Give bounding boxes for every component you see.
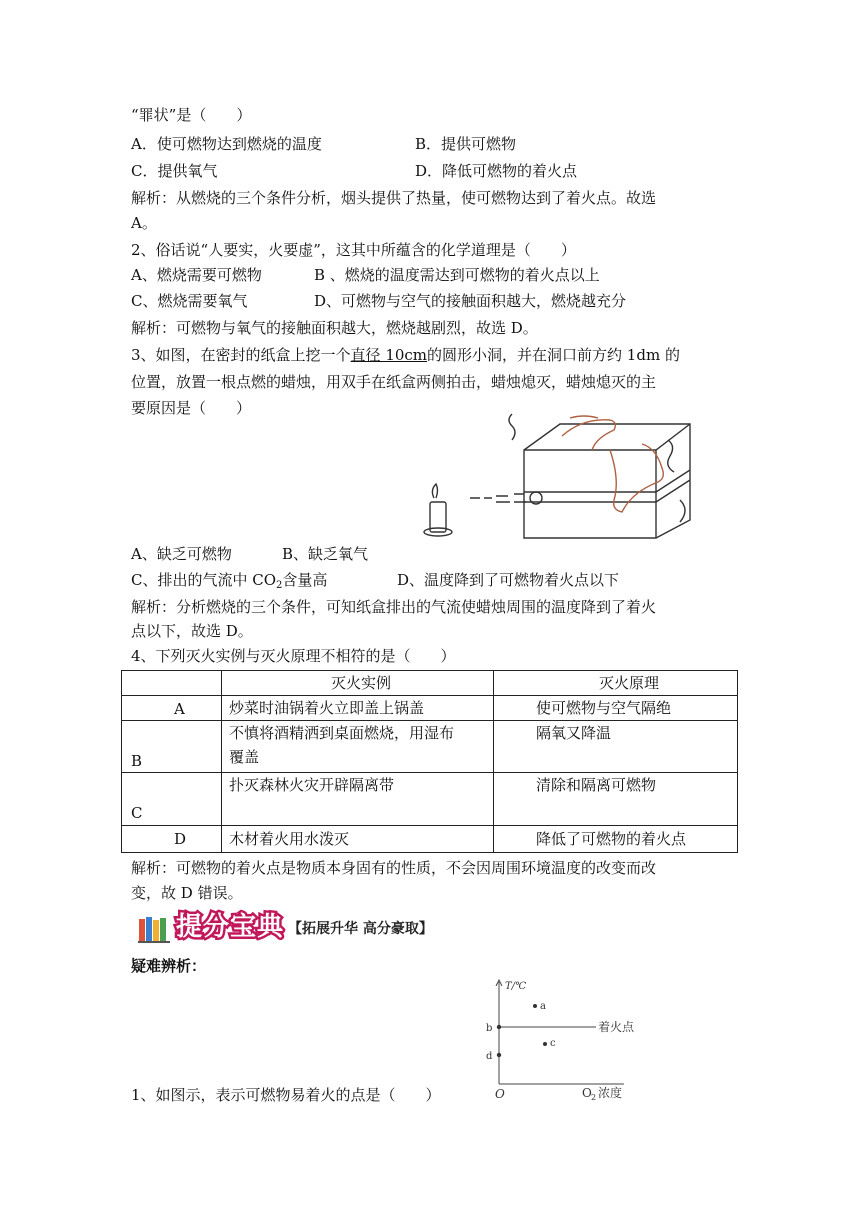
table-row-d-key: D [174,830,187,848]
point-b [497,1025,501,1029]
q3-text-pre: 3、如图，在密封的纸盒上挖一个 [131,346,351,364]
option-2a: A、燃烧需要可燃物 [131,266,262,284]
analysis-2: 解析：可燃物与氧气的接触面积越大，燃烧越剧烈，故选 D。 [131,319,538,337]
books-icon [138,915,172,943]
banner-title: 提分宝典 [176,912,285,942]
table-row-b-principle: 隔氧又降温 [536,724,612,742]
option-3c-subscript: 2 [276,580,283,591]
table-header-example: 灭火实例 [331,674,392,692]
option-2c: C、燃烧需要氧气 [131,292,248,310]
point-c [543,1042,547,1046]
table-row-a-example: 炒菜时油锅着火立即盖上锅盖 [229,699,425,717]
label-d: d [486,1051,493,1062]
table-row-a-key: A [174,700,185,718]
option-3d: D、温度降到了可燃物着火点以下 [397,571,620,589]
option-1d: D．降低可燃物的着火点 [415,162,578,180]
option-3c-pre: C、排出的气流中 CO [131,571,277,589]
question-3-line3: 要原因是（ ） [131,399,252,417]
ignition-point-graph [478,976,648,1102]
question-3-line2: 位置，放置一根点燃的蜡烛，用双手在纸盒两侧拍击，蜡烛熄灭，蜡烛熄灭的主 [131,373,657,391]
label-c: c [550,1038,556,1049]
table-row-d-example: 木材着火用水泼灭 [229,830,350,848]
label-b: b [486,1023,493,1034]
table-row-c-principle: 清除和隔离可燃物 [536,776,657,794]
table-row-a-principle: 使可燃物与空气隔绝 [536,699,672,717]
question-4-stem: 4、下列灭火实例与灭火原理不相符的是（ ） [131,647,456,665]
table-row-b-example-line1: 不慎将酒精洒到桌面燃烧，用湿布 [229,724,455,742]
option-3a: A、缺乏可燃物 [131,545,232,563]
point-a [533,1004,537,1008]
question-3-line1 [131,344,680,366]
q3-underlined-diameter: 直径 10cm [350,346,428,364]
table-row-d-principle: 降低了可燃物的着火点 [536,830,687,848]
q3-text-post: 的圆形小洞，并在洞口前方约 1dm 的 [427,346,680,364]
fire-extinguishing-table [121,670,738,826]
question-1-stem-end: “罪状”是（ ） [131,106,252,124]
option-1c: C．提供氧气 [131,162,218,180]
point-d [497,1053,501,1057]
analysis-1-line2: A。 [131,214,157,232]
analysis-1-line1: 解析：从燃烧的三个条件分析，烟头提供了热量，使可燃物达到了着火点。故选 [131,189,657,207]
option-1a: A．使可燃物达到燃烧的温度 [131,135,322,153]
x-axis-label-main: O [582,1086,592,1100]
table-row-b-key: B [131,752,143,770]
ignition-line-label: 着火点 [598,1020,635,1034]
question-2-stem: 2、俗话说“人要实，火要虚”，这其中所蕴含的化学道理是（ ） [131,241,576,259]
analysis-3-line1: 解析：分析燃烧的三个条件，可知纸盒排出的气流使蜡烛周围的温度降到了着火 [131,598,657,616]
analysis-4-line1: 解析：可燃物的着火点是物质本身固有的性质，不会因周围环境温度的改变而改 [131,859,657,877]
candle-box-illustration [420,410,720,540]
option-2d: D、可燃物与空气的接触面积越大，燃烧越充分 [314,292,627,310]
origin-label: O [495,1087,505,1101]
y-axis-label: T/℃ [505,981,527,992]
option-1b: B．提供可燃物 [415,135,517,153]
option-3c-post: 含量高 [282,571,328,589]
label-a: a [540,1001,546,1012]
banner-subtitle: 【拓展升华 高分豪取】 [288,921,433,937]
x-axis-label-sub: 2 [591,1093,597,1102]
table-row-b-example-line2: 覆盖 [229,748,260,766]
fire-extinguishing-table-row-d [121,826,738,853]
option-2b: B 、燃烧的温度需达到可燃物的着火点以上 [314,266,600,284]
option-3c [131,569,327,597]
analysis-3-line2: 点以下，故选 D。 [131,622,253,640]
option-3b: B、缺乏氧气 [282,545,369,563]
difficult-question-1: 1、如图示，表示可燃物易着火的点是（ ） [131,1086,441,1104]
table-row-c-example: 扑灭森林火灾开辟隔离带 [229,776,395,794]
table-header-principle: 灭火原理 [599,674,660,692]
difficult-analysis-heading: 疑难辨析： [131,957,207,975]
table-row-c-key: C [131,804,143,822]
x-axis-label-suffix: 浓度 [598,1086,623,1100]
analysis-4-line2: 变，故 D 错误。 [131,884,243,902]
